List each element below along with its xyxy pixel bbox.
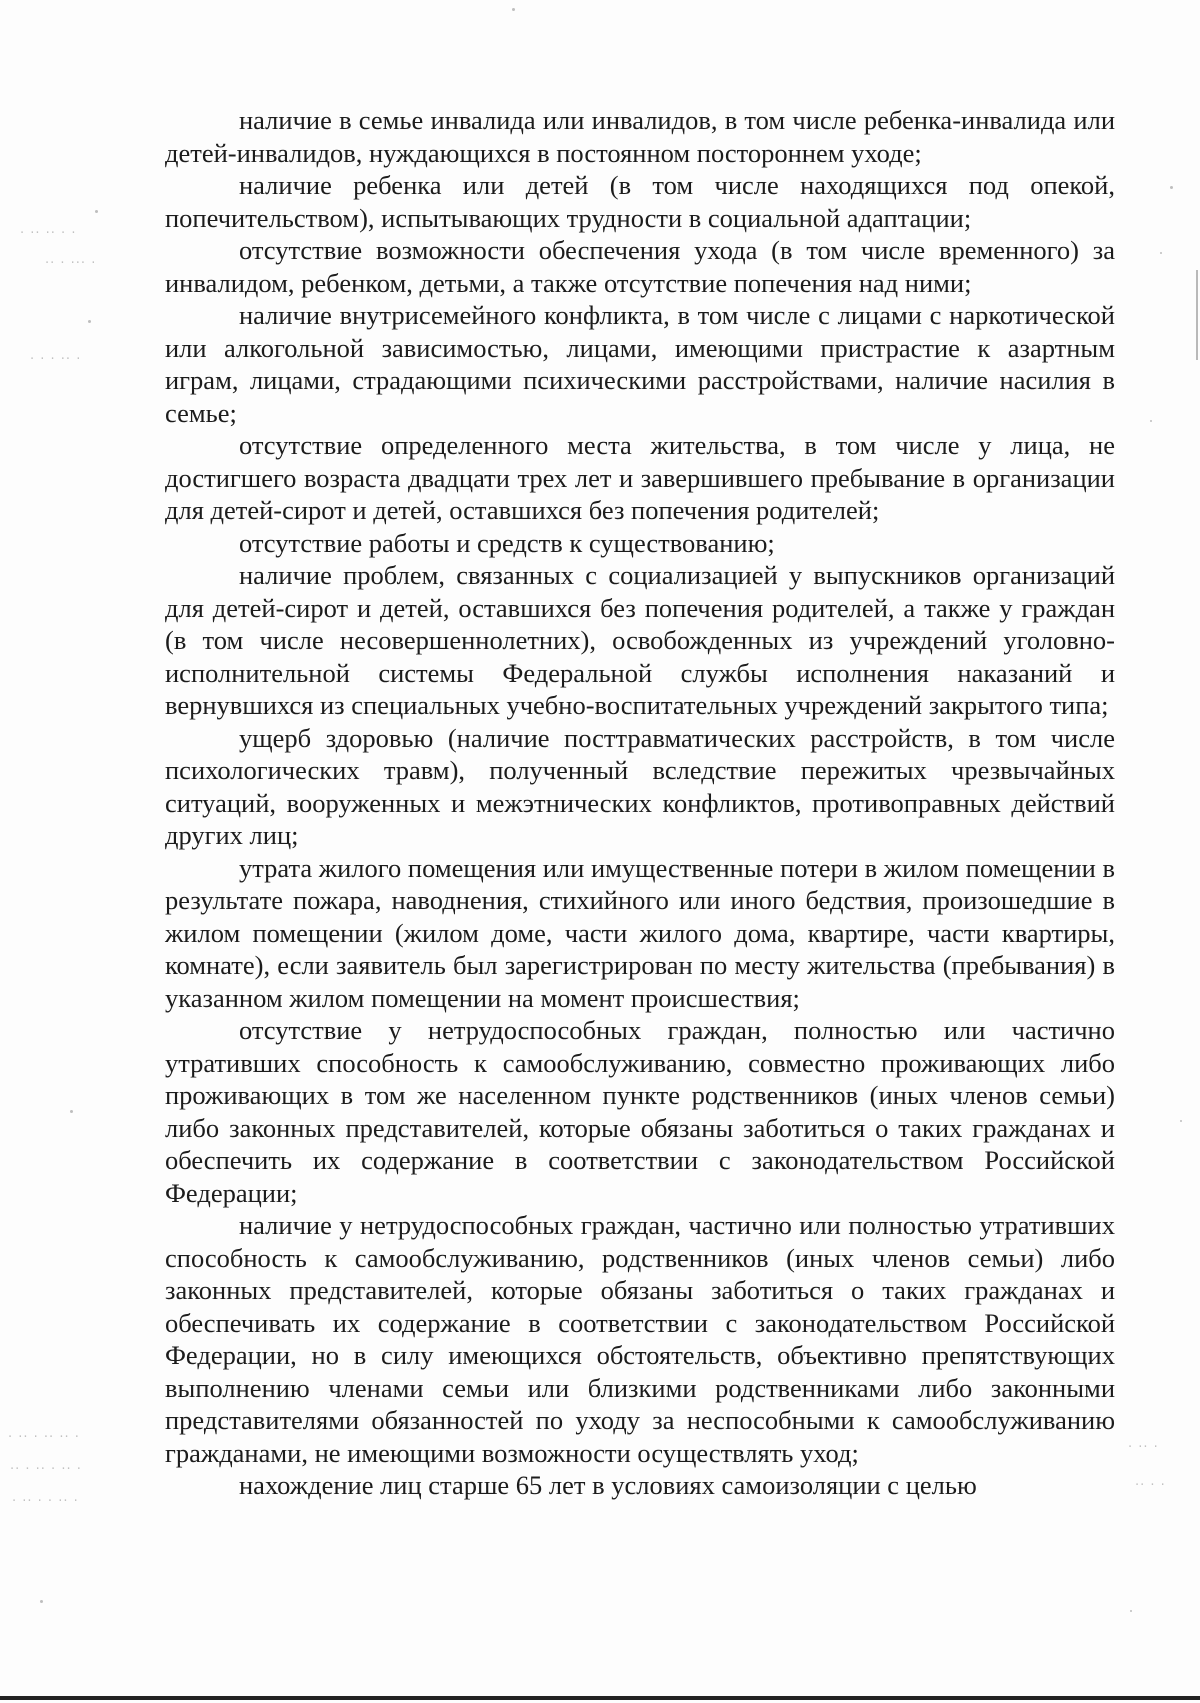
paragraph: отсутствие у нетрудоспособных граждан, полностью или частично утративших способность к самообслуживанию, совместно проживающих либо проживающих в том же населенном пункте родственников (иных членов семьи) либо законных представителей, которые обязаны заботиться о таких гражданах и обеспечить их содержание в соответствии с законодательством Российской Федерации; [165, 1015, 1115, 1208]
paragraph: ущерб здоровью (наличие посттравматических расстройств, в том числе психологических травм), полученный вследствие пережитых чрезвычайных ситуаций, вооруженных и межэтнических конфликтов, противоправных действий других лиц; [165, 722, 1115, 850]
scan-noise: ·· · ··· · [45, 256, 97, 271]
scan-speck [1170, 186, 1173, 189]
paragraph: утрата жилого помещения или имущественные потери в жилом помещении в результате пожара, наводнения, стихийного или иного бедствия, произошедшие в жилом помещении (жилом доме, части жилого дома, квартире, части квартиры, комнате), если заявитель был зарегистрирован по месту жительства (пребывания) в указанном жилом помещении на момент происшествия; [165, 852, 1115, 1013]
scan-speck [70, 1110, 73, 1113]
scan-edge-mark [1196, 270, 1198, 360]
scan-bottom-edge [0, 1696, 1200, 1700]
paragraph: нахождение лиц старше 65 лет в условиях самоизоляции с целью [239, 1470, 977, 1500]
paragraph: наличие внутрисемейного конфликта, в том числе с лицами с наркотической или алкогольной зависимостью, лицами, имеющими пристрастие к азартным играм, лицами, страдающими психическими расстройствами, наличие насилия в семье; [165, 300, 1115, 428]
scan-speck [1160, 252, 1162, 254]
paragraph: наличие ребенка или детей (в том числе находящихся под опекой, попечительством), испытывающих трудности в социальной адаптации; [165, 170, 1115, 233]
scan-noise: · ·· · [1128, 1440, 1159, 1455]
paragraph: отсутствие работы и средств к существованию; [239, 527, 775, 558]
paragraph: наличие проблем, связанных с социализацией у выпускников организаций для детей-сирот и детей, оставшихся без попечения родителей, а также у граждан (в том числе несовершеннолетних), освобожденных из учреждений уголовно-исполнительной системы Федеральной службы исполнения наказаний и вернувшихся из специальных учебно-воспитательных учреждений закрытого типа; [165, 560, 1115, 720]
scan-speck [95, 210, 98, 213]
scan-speck [1130, 1610, 1132, 1612]
paragraph: наличие в семье инвалида или инвалидов, в том числе ребенка-инвалида или детей-инвалидов, нуждающихся в постоянном постороннем уходе; [165, 105, 1115, 168]
scan-speck [1150, 420, 1152, 422]
scan-noise: · ·· · ·· ·· · [8, 1430, 80, 1445]
scan-noise: · ·· · · ·· · [12, 1494, 79, 1509]
paragraph: наличие у нетрудоспособных граждан, частично или полностью утративших способность к самообслуживанию, родственников (иных членов семьи) либо законных представителей, которые обязаны заботиться о таких гражданах и обеспечивать их содержание в соответствии с законодательством Российской Федерации, но в силу имеющихся обстоятельств, объективно препятствующих выполнению членами семьи или близкими родственниками либо законными представителями обязанностей по уходу за неспособными к самообслуживанию гражданами, не имеющими возможности осуществлять уход; [165, 1210, 1115, 1468]
scan-speck [88, 320, 91, 323]
scan-noise: ·· · ·· · ·· · [10, 1462, 82, 1477]
paragraph: отсутствие определенного места жительства, в том числе у лица, не достигшего возраста двадцати трех лет и завершившего пребывание в организации для детей-сирот и детей, оставшихся без попечения родителей; [165, 430, 1115, 525]
paragraph: отсутствие возможности обеспечения ухода (в том числе временного) за инвалидом, ребенком, детьми, а также отсутствие попечения над ними; [165, 235, 1115, 298]
scan-speck [512, 8, 515, 11]
scan-speck [40, 1600, 43, 1603]
scan-noise: · ·· ·· · · [20, 226, 77, 241]
scan-speck [1180, 1120, 1182, 1122]
scan-noise: ·· · · [1135, 1478, 1166, 1493]
scan-noise: · · · ·· · [30, 352, 82, 367]
document-body [165, 104, 1115, 1502]
